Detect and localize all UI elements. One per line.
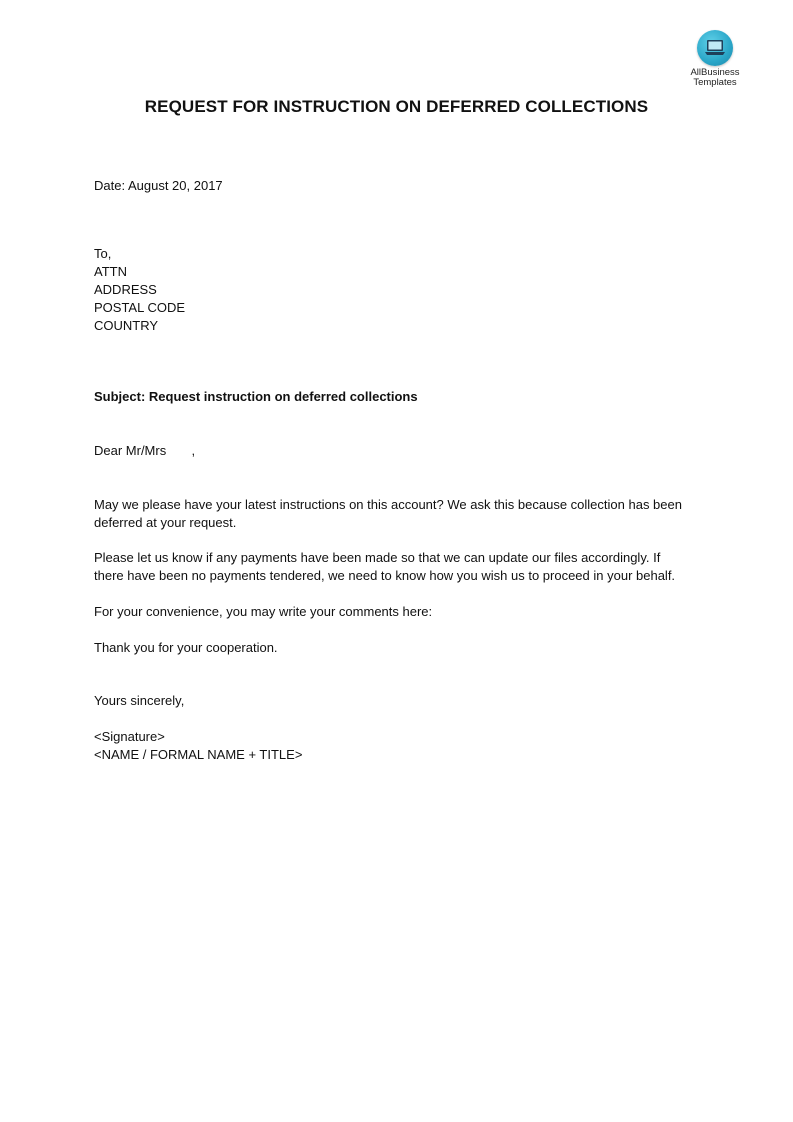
document-title: REQUEST FOR INSTRUCTION ON DEFERRED COLLECTIONS bbox=[144, 97, 649, 116]
signature-placeholder: <Signature> bbox=[94, 729, 165, 744]
logo-text-line2: Templates bbox=[693, 77, 737, 88]
allbusiness-templates-logo bbox=[680, 30, 750, 88]
sign-off: Yours sincerely, bbox=[94, 693, 185, 708]
recipient-to: To, bbox=[94, 246, 112, 261]
paragraph-2-line-1: Please let us know if any payments have been made so that we can update our files accordingly. If bbox=[94, 550, 661, 565]
paragraph-1-line-1: May we please have your latest instructions on this account? We ask this because collection has been bbox=[94, 497, 682, 512]
recipient-country: COUNTRY bbox=[94, 318, 159, 333]
recipient-address: ADDRESS bbox=[94, 282, 157, 297]
laptop-icon bbox=[697, 30, 733, 66]
date-line: Date: August 20, 2017 bbox=[94, 178, 223, 193]
paragraph-2-line-2: there have been no payments tendered, we need to know how you wish us to proceed in your behalf. bbox=[94, 568, 676, 583]
salutation: Dear Mr/Mrs , bbox=[94, 443, 196, 458]
paragraph-4: Thank you for your cooperation. bbox=[94, 640, 278, 655]
recipient-attn: ATTN bbox=[94, 264, 127, 279]
name-title-placeholder: <NAME / FORMAL NAME + TITLE> bbox=[94, 747, 303, 762]
subject-line: Subject: Request instruction on deferred collections bbox=[94, 389, 418, 404]
paragraph-1-line-2: deferred at your request. bbox=[94, 515, 237, 530]
paragraph-3: For your convenience, you may write your comments here: bbox=[94, 604, 433, 619]
recipient-postal-code: POSTAL CODE bbox=[94, 300, 186, 315]
logo-text-line1: AllBusiness bbox=[690, 67, 740, 78]
